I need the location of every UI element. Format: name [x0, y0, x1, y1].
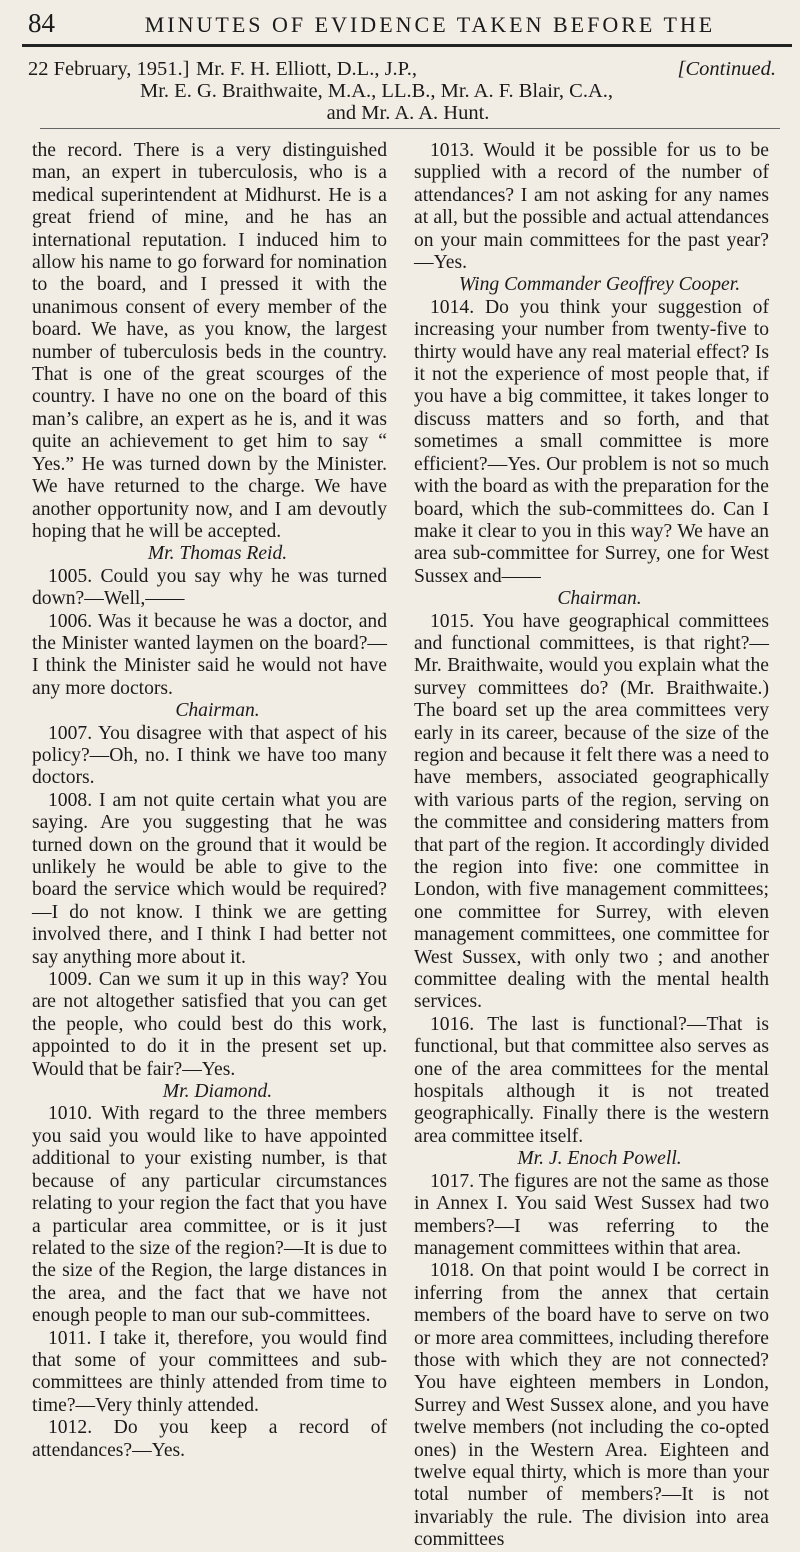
- question-paragraph: 1015. You have geographical committees and functional committees, is that right?—Mr. Braithwaite, would you explain what the survey committees do? (Mr. Braithwaite.) The board set up the area committees very early in its career, because of the size of the region and because it felt there was a need to have members, associated geographically with various parts of the region, serving on the committee and considering matters from that part of the region. It accordingly divided the region into five: one committee in London, with five management committees; one committee for Surrey, with eleven management committees, one committee for West Sussex, with only two ; and another committee dealing with the mental health services.: [414, 610, 769, 1013]
- question-paragraph: 1012. Do you keep a record of attendances?—Yes.: [32, 1417, 387, 1461]
- continued-label: [Continued.: [677, 58, 776, 80]
- question-paragraph: the record. There is a very distinguished man, an expert in tuberculosis, who is a medical superintendent at Midhurst. He is a great friend of mine, and he has an international reputation. I induced him to allow his name to go forward for nomination to the board, and I pressed it with the unanimous consent of every member of the board. We have, as you know, the largest number of tuberculosis beds in the country. That is one of the great scourges of the country. I have no one on the board of this man’s calibre, an expert as he is, and it was quite an achievement to get him to say “ Yes.” He was turned down by the Minister. We have returned to the charge. We have another opportunity now, and I am devoutly hoping that he will be accepted.: [32, 140, 387, 542]
- header-rule: [22, 44, 792, 47]
- speaker-heading: Chairman.: [557, 588, 642, 610]
- question-paragraph: 1008. I am not quite certain what you are saying. Are you suggesting that he was turned down on the ground that it would be unlikely he would be able to give to the board the service which would be required?—I do not know. I think we are getting involved there, and I think I had better not say anything more about it.: [32, 789, 387, 968]
- witness-block: [28, 58, 788, 124]
- page-header: [28, 8, 788, 44]
- speaker-heading: Chairman.: [175, 700, 260, 722]
- right-column: [414, 140, 769, 1552]
- speaker-heading: Mr. Diamond.: [162, 1081, 273, 1103]
- running-title: MINUTES OF EVIDENCE TAKEN BEFORE THE: [144, 12, 716, 37]
- question-paragraph: 1007. You disagree with that aspect of his policy?—Oh, no. I think we have too many doctors.: [32, 722, 387, 789]
- question-paragraph: 1016. The last is functional?—That is functional, but that committee also serves as one of the area committees for the mental hospitals although it is not treated geographically. Finally there is the western area committee itself.: [414, 1013, 769, 1147]
- question-paragraph: 1013. Would it be possible for us to be supplied with a record of the number of attendances? I am not asking for any names at all, but the possible and actual attendances on your main committees for the past year?—Yes.: [414, 140, 769, 274]
- witness-rule: [40, 128, 780, 129]
- speaker-heading: Mr. J. Enoch Powell.: [517, 1148, 682, 1170]
- witness-line-1: Mr. F. H. Elliott, D.L., J.P.,: [196, 58, 418, 80]
- question-paragraph: 1005. Could you say why he was turned down?—Well,——: [32, 565, 387, 610]
- question-paragraph: 1017. The figures are not the same as those in Annex I. You said West Sussex had two members?—I was referring to the management committees within that area.: [414, 1170, 769, 1259]
- left-column: [32, 140, 387, 1462]
- speaker-heading: Wing Commander Geoffrey Cooper.: [458, 274, 741, 296]
- question-paragraph: 1006. Was it because he was a doctor, and the Minister wanted laymen on the board?—I think the Minister said he would not have any more doctors.: [32, 610, 387, 699]
- question-paragraph: 1014. Do you think your suggestion of increasing your number from twenty-five to thirty would have any real material effect? Is it not the experience of most people that, if you have a big committee, it takes longer to discuss matters and so forth, and that sometimes a small committee is more efficient?—Yes. Our problem is not so much with the board as with the preparation for the board, which the sub-committees do. Can I make it clear to you in this way? We have an area sub-committee for Surrey, one for West Sussex and——: [414, 296, 769, 587]
- page-number: 84: [28, 8, 55, 38]
- question-paragraph: 1009. Can we sum it up in this way? You are not altogether satisfied that you can get the people, who could best do this work, appointed to do it in the present set up. Would that be fair?—Yes.: [32, 969, 387, 1080]
- question-paragraph: 1011. I take it, therefore, you would find that some of your committees and sub-committees are thinly attended from time to time?—Very thinly attended.: [32, 1327, 387, 1416]
- session-date: 22 February, 1951.]: [28, 58, 190, 80]
- witness-line-2: Mr. E. G. Braithwaite, M.A., LL.B., Mr. A. F. Blair, C.A.,: [140, 80, 614, 102]
- question-paragraph: 1010. With regard to the three members you said you would like to have appointed additional to your existing number, is that because of any particular circumstances relating to your region the fact that you have a particular area committee, or is it just related to the size of the region?—It is due to the size of the Region, the large distances in the area, and the fact that we have not enough people to man our sub-committees.: [32, 1103, 387, 1327]
- question-paragraph: 1018. On that point would I be correct in inferring from the annex that certain members of the board have to serve on two or more area committees, including therefore those with which they are not connected? You have eighteen members in London, Surrey and West Sussex alone, and you have twelve members (not including the co-opted ones) in the Western Area. Eighteen and twelve equal thirty, which is more than your total number of members?—It is not invariably the rule. The division into area committees: [414, 1260, 769, 1551]
- speaker-heading: Mr. Thomas Reid.: [147, 543, 288, 565]
- witness-line-3: and Mr. A. A. Hunt.: [326, 102, 490, 124]
